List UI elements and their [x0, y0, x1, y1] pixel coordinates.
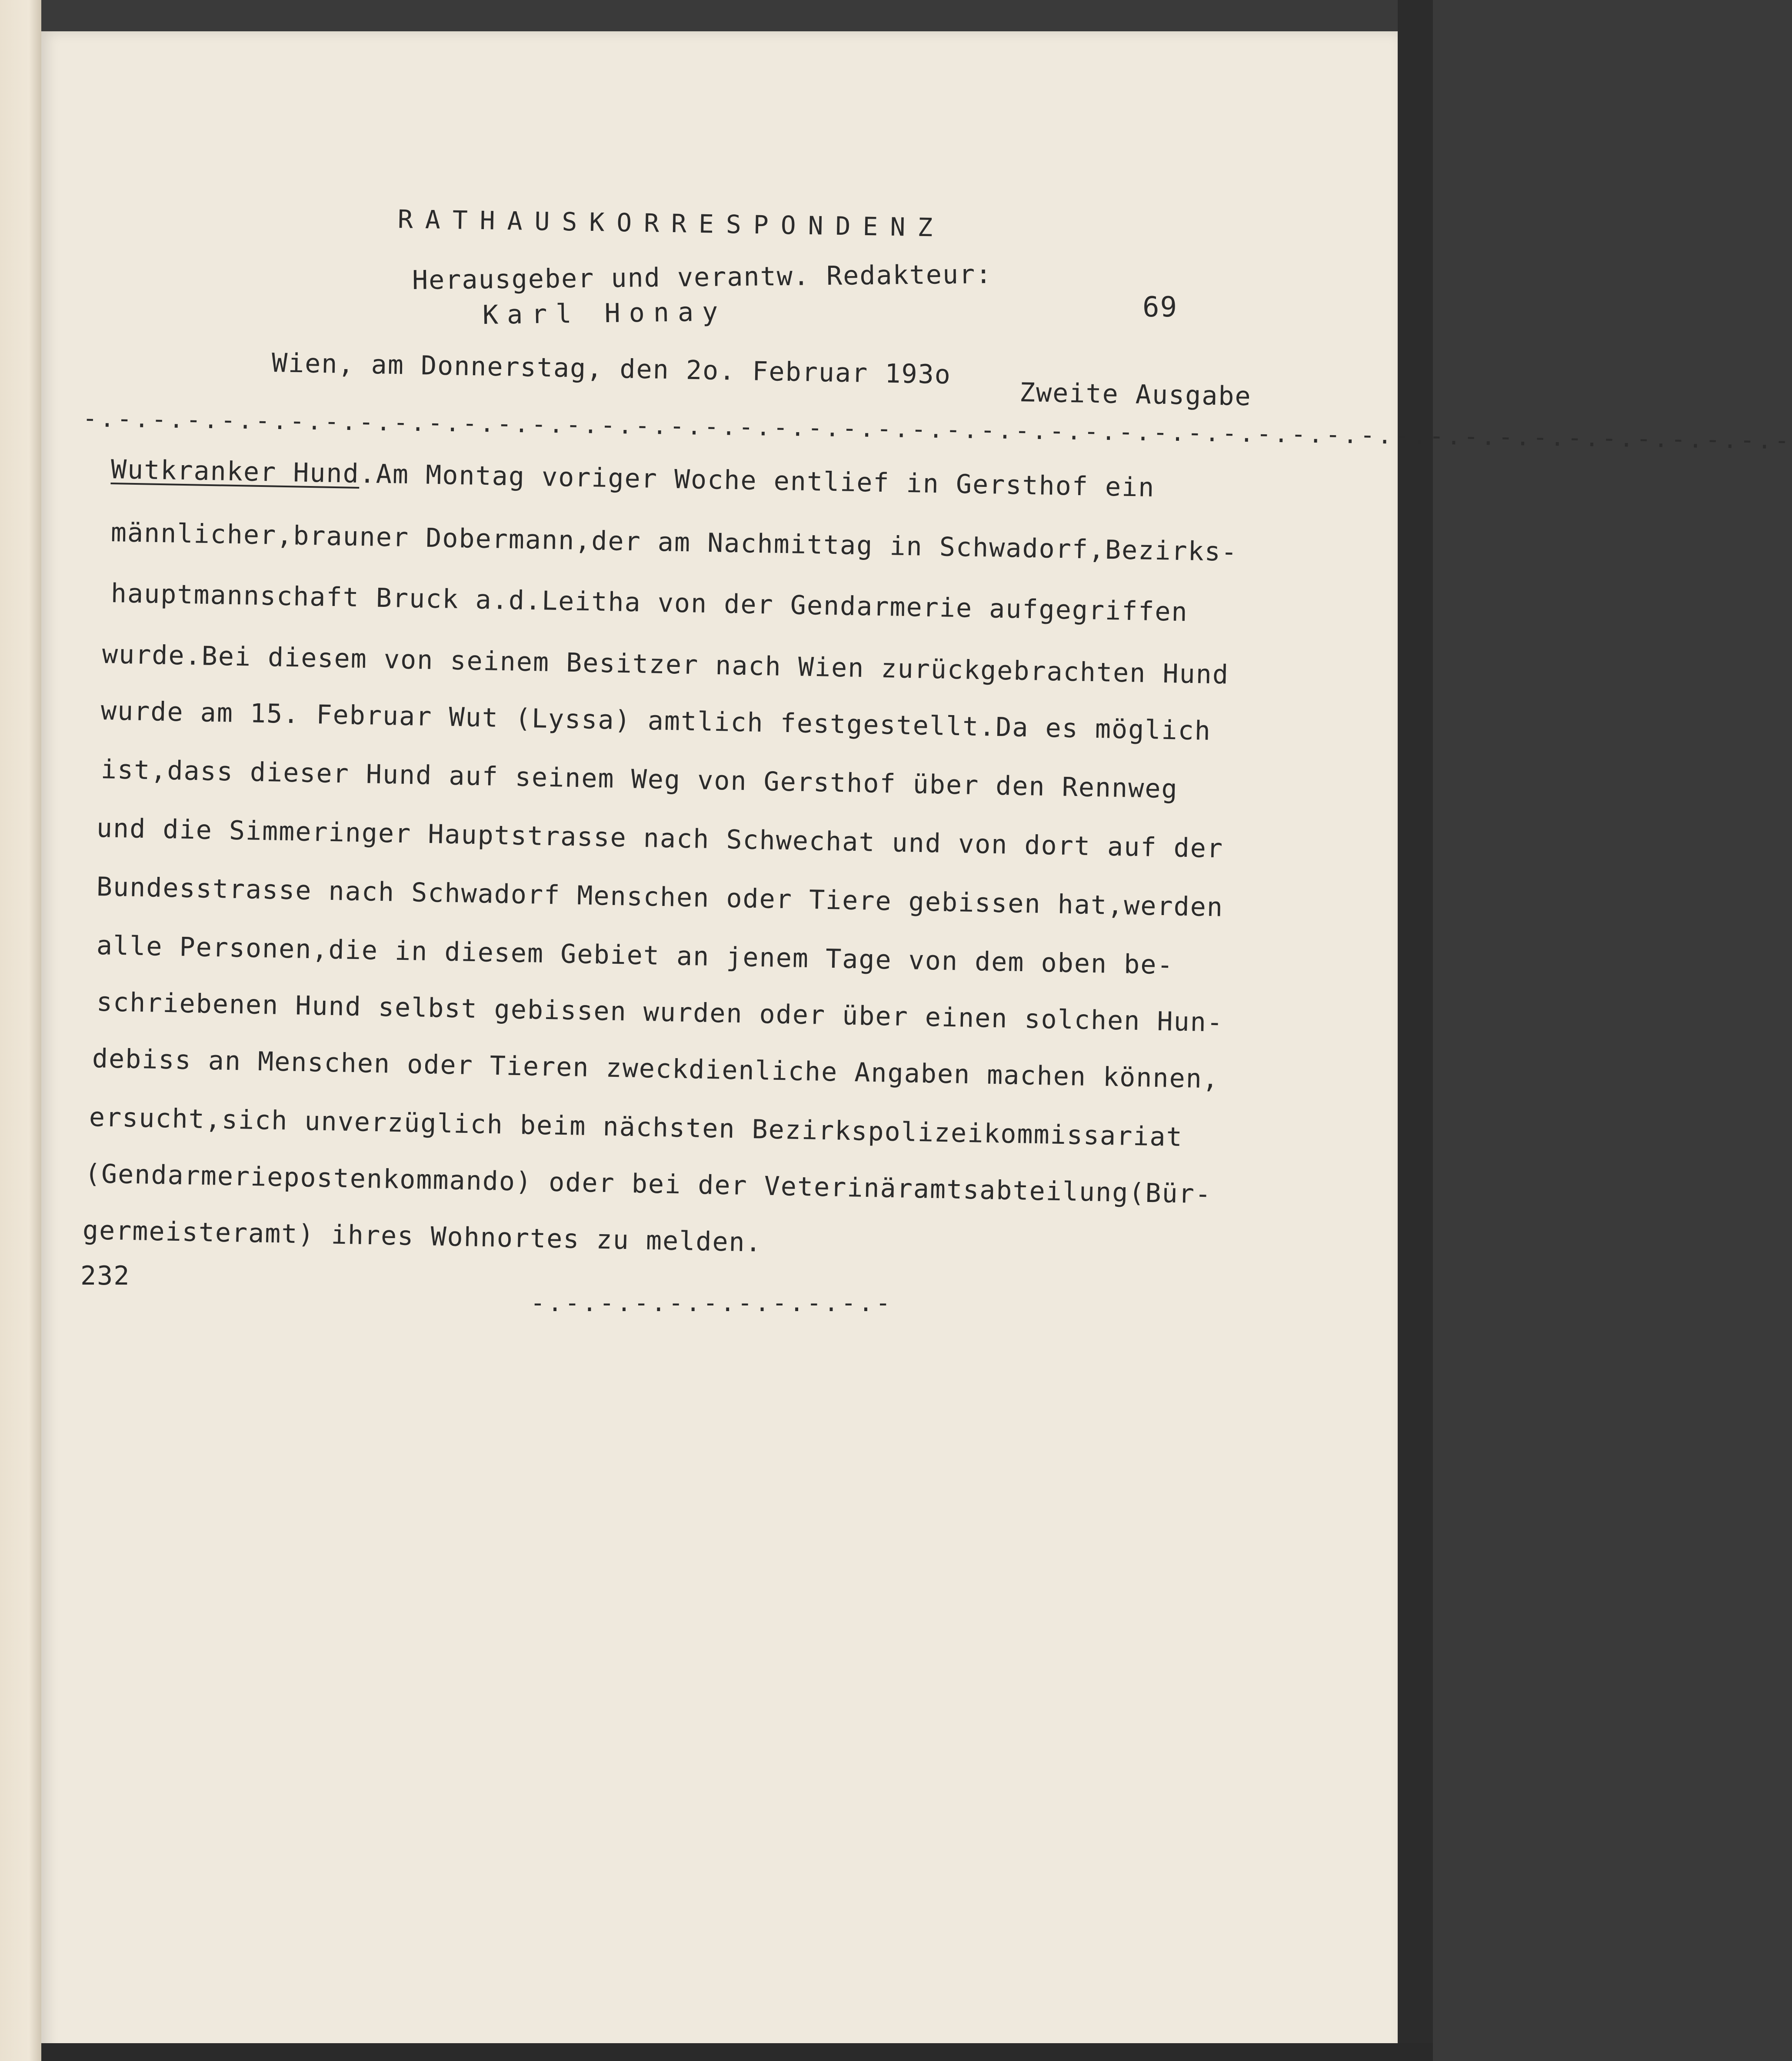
publisher-line: Herausgeber und verantw. Redakteur:: [412, 259, 993, 296]
edition-label: Zweite Ausgabe: [1019, 377, 1252, 412]
article-line-7: und die Simmeringer Hauptstrasse nach Schwechat und von dort auf der: [96, 813, 1224, 864]
article-line-9: alle Personen,die in diesem Gebiet an jenem Tage von dem oben be-: [96, 930, 1174, 981]
left-page-edge: [0, 0, 41, 2061]
article-line-13: (Gendarmeriepostenkommando) oder bei der Veterinäramtsabteilung(Bür-: [84, 1159, 1212, 1210]
page-number: 69: [1142, 291, 1178, 323]
article-line-2: männlicher,brauner Dobermann,der am Nachmittag in Schwadorf,Bezirks-: [110, 517, 1238, 568]
scan-background-bottom: [41, 2043, 1433, 2061]
article-line-4: wurde.Bei diesem von seinem Besitzer nach Wien zurückgebrachten Hund: [102, 639, 1229, 690]
editor-name: Karl Honay: [482, 296, 727, 330]
scan-background: [1398, 0, 1433, 2061]
article-line-12: ersucht,sich unverzüglich beim nächsten Bezirkspolizeikommissariat: [89, 1102, 1183, 1153]
article-line-text: .Am Montag voriger Woche entlief in Gersthof ein: [359, 458, 1156, 503]
article-line-3: hauptmannschaft Bruck a.d.Leitha von der Gendarmerie aufgegriffen: [110, 578, 1189, 628]
masthead: RATHAUSKORRESPONDENZ: [397, 204, 945, 243]
article-line-11: debiss an Menschen oder Tieren zweckdienliche Angaben machen können,: [92, 1043, 1219, 1095]
article-line-8: Bundesstrasse nach Schwadorf Menschen oder Tiere gebissen hat,werden: [96, 872, 1224, 923]
article-line-6: ist,dass dieser Hund auf seinem Weg von Gersthof über den Rennweg: [100, 754, 1179, 805]
end-separator: -.-.-.-.-.-.-.-.-.-.-: [530, 1289, 893, 1317]
article-number: 232: [80, 1261, 130, 1291]
article-heading: Wutkranker Hund: [110, 454, 360, 489]
article-line-10: schriebenen Hund selbst gebissen wurden oder über einen solchen Hun-: [96, 987, 1224, 1038]
date-line: Wien, am Donnerstag, den 2o. Februar 193o: [271, 348, 952, 390]
article-line-5: wurde am 15. Februar Wut (Lyssa) amtlich festgestellt.Da es möglich: [100, 696, 1212, 746]
header-separator: -.-.-.-.-.-.-.-.-.-.-.-.-.-.-.-.-.-.-.-.-.-.-.-.-.-.-.-.-.-.-.-.-.-.-.-.-.-.-.-.-.-.-.-.-.-.-.-.-.-: [82, 404, 1792, 455]
article-line-14: germeisteramt) ihres Wohnortes zu melden.: [82, 1215, 763, 1258]
